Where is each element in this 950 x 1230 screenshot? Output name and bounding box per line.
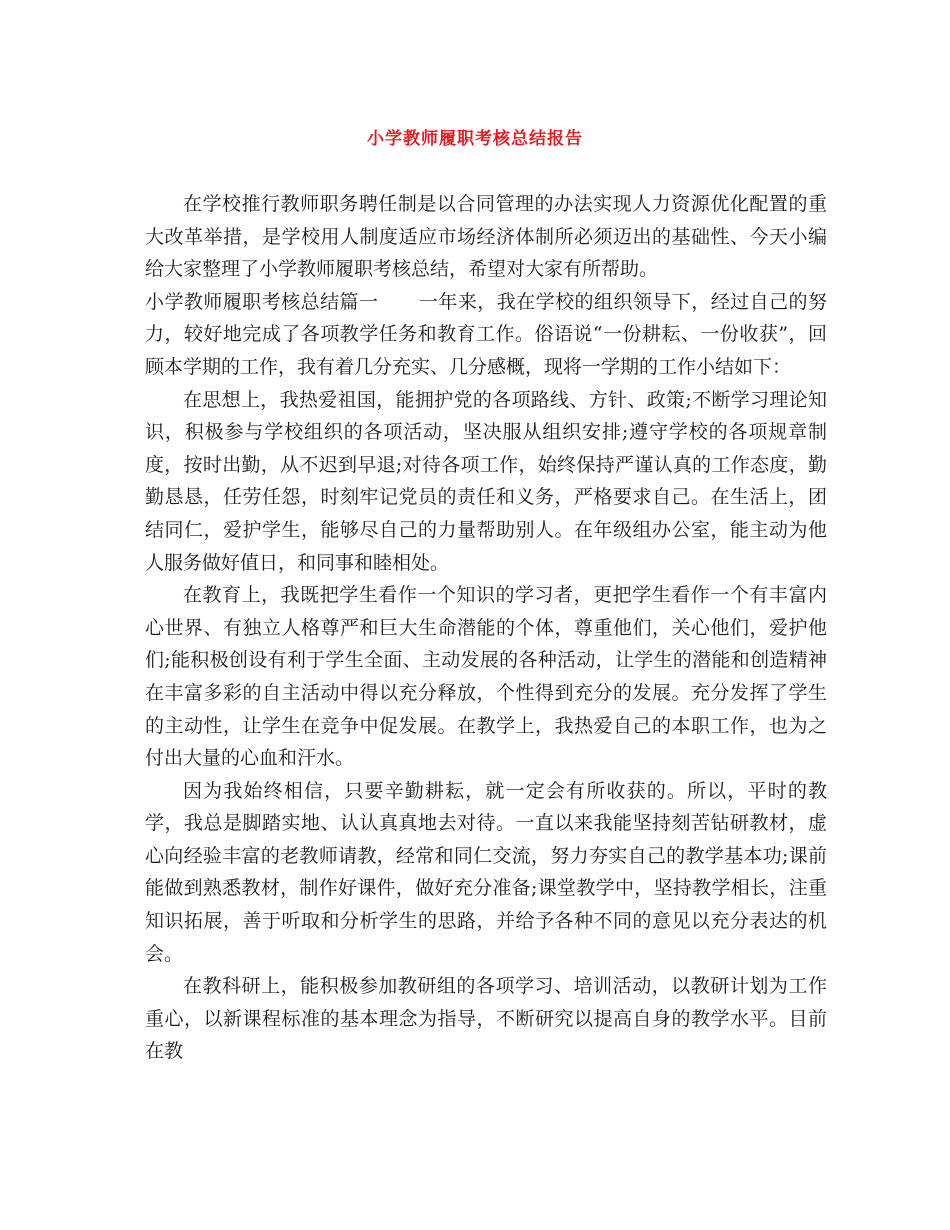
section-lead: 一年来，我在学校的组织领导下，经过自己的努力，较好地完成了各项教学任务和教育工作。俗语说“一份耕耘、一份收获”，回顾本学期的工作，我有着几分充实、几分感概，现将一学期的工作小结如下：: [145, 290, 827, 378]
body-paragraph-teaching: 因为我始终相信，只要辛勤耕耘，就一定会有所收获的。所以，平时的教学，我总是脚踏实地、认认真真地去对待。一直以来我能坚持刻苦钻研教材，虚心向经验丰富的老教师请教，经常和同仁交流，努力夯实自己的教学基本功;课前能做到熟悉教材，制作好课件，做好充分准备;课堂教学中，坚持教学相长，注重知识拓展，善于听取和分析学生的思路，并给予各种不同的意见以充分表达的机会。: [145, 779, 827, 965]
section-paragraph: [145, 286, 827, 384]
body-paragraph-research: 在教科研上，能积极参加教研组的各项学习、培训活动，以教研计划为工作重心，以新课程标准的基本理念为指导，不断研究以提高自身的教学水平。目前在教: [145, 975, 827, 1063]
section-heading: 小学教师履职考核总结篇一: [145, 290, 379, 313]
document-title: 小学教师履职考核总结报告: [367, 129, 583, 149]
intro-paragraph: 在学校推行教师职务聘任制是以合同管理的办法实现人力资源优化配置的重大改革举措，是学校用人制度适应市场经济体制所必须迈出的基础性、今天小编给大家整理了小学教师履职考核总结，希望对大家有所帮助。: [145, 193, 827, 281]
document-body: [145, 188, 827, 1068]
body-paragraph-education: 在教育上，我既把学生看作一个知识的学习者，更把学生看作一个有丰富内心世界、有独立人格尊严和巨大生命潜能的个体，尊重他们，关心他们，爱护他们;能积极创设有利于学生全面、主动发展的各种活动，让学生的潜能和创造精神在丰富多彩的自主活动中得以充分释放，个性得到充分的发展。充分发挥了学生的主动性，让学生在竞争中促发展。在教学上，我热爱自己的本职工作，也为之付出大量的心血和汗水。: [145, 584, 827, 770]
body-paragraph-ideology: 在思想上，我热爱祖国，能拥护党的各项路线、方针、政策;不断学习理论知识，积极参与学校组织的各项活动，坚决服从组织安排;遵守学校的各项规章制度，按时出勤，从不迟到早退;对待各项工作，始终保持严谨认真的工作态度，勤勤恳恳，任劳任怨，时刻牢记党员的责任和义务，严格要求自己。在生活上，团结同仁，爱护学生，能够尽自己的力量帮助别人。在年级组办公室，能主动为他人服务做好值日，和同事和睦相处。: [145, 388, 827, 574]
